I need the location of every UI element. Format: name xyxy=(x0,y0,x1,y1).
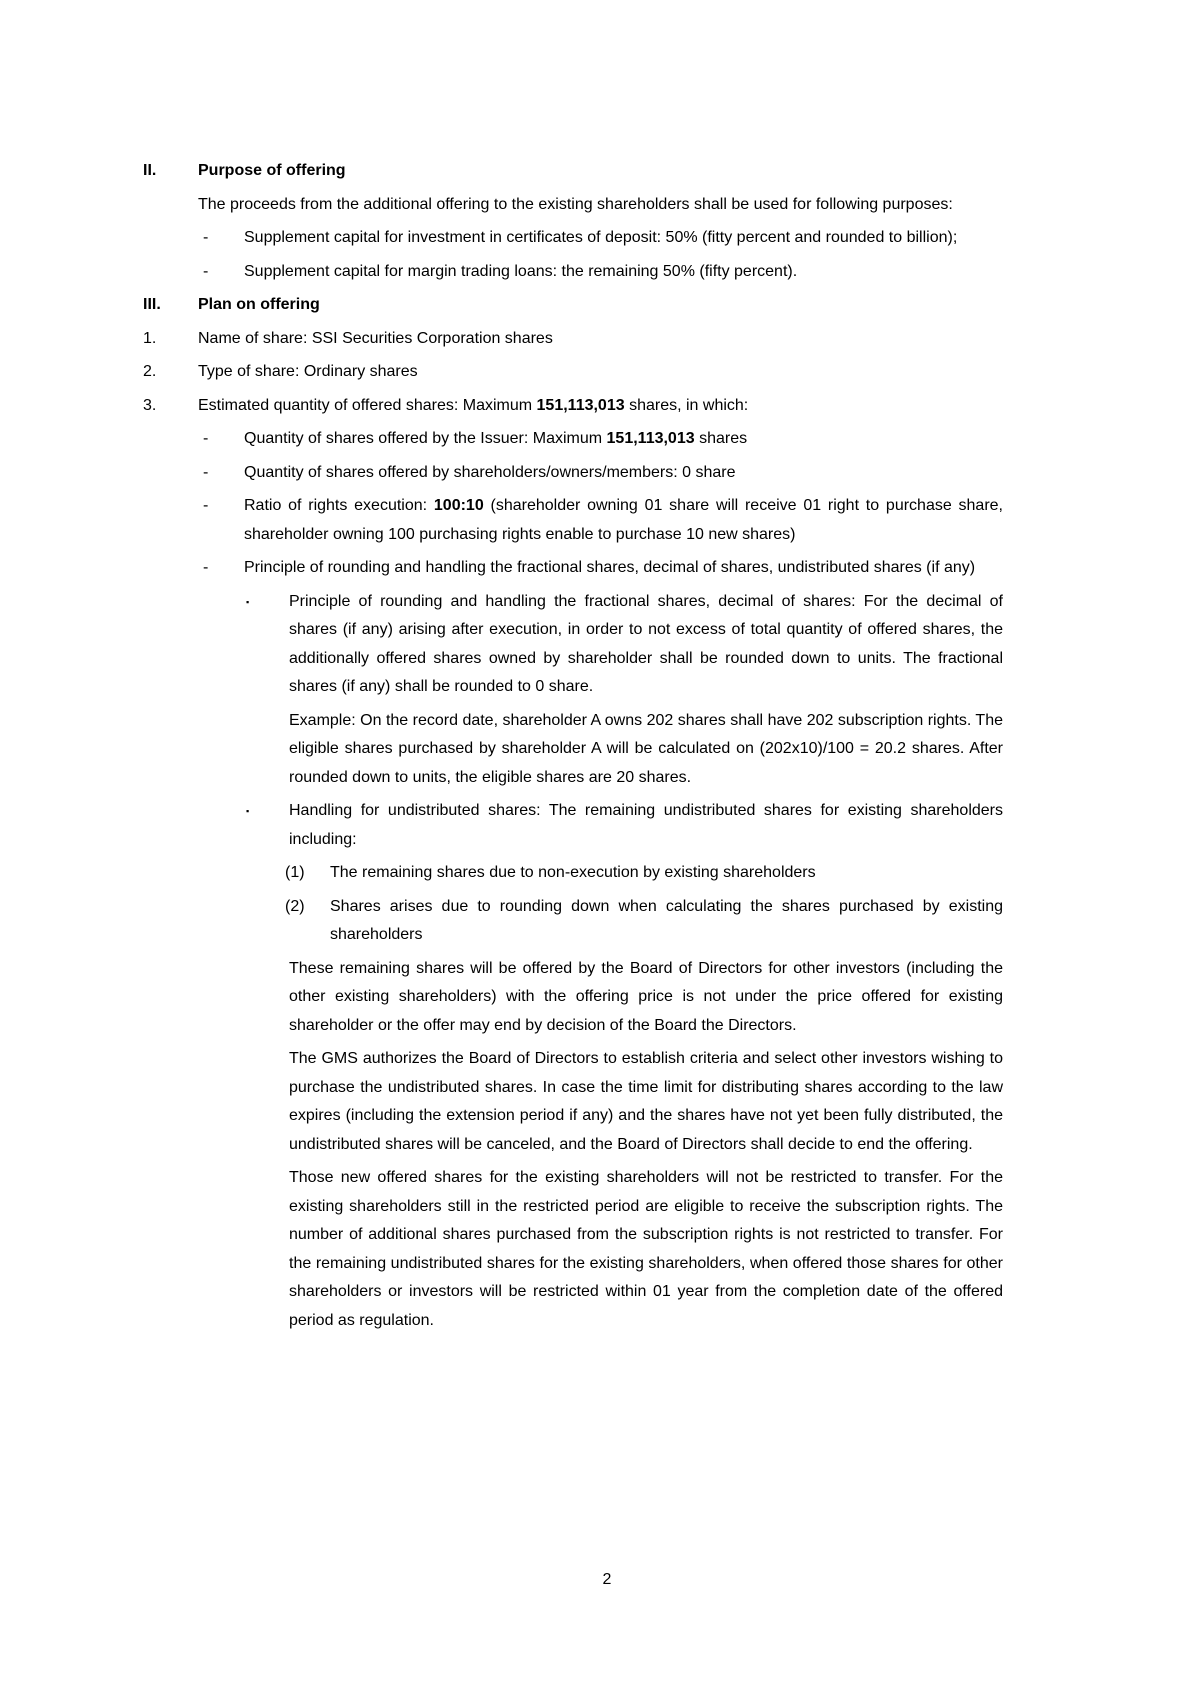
bullet-text xyxy=(244,425,1003,454)
plan-square-2 xyxy=(143,797,1003,854)
plan-dash-3 xyxy=(143,492,1003,549)
item-text-segment: Estimated quantity of offered shares: Maximum xyxy=(198,396,537,414)
dash-bullet: - xyxy=(203,463,209,481)
item-text-bold: 151,113,013 xyxy=(536,396,625,414)
purpose-bullet-1 xyxy=(143,224,1003,253)
plan-dash-4 xyxy=(143,554,1003,583)
bullet-text-bold: 151,113,013 xyxy=(606,430,695,447)
dash-bullet: - xyxy=(203,229,209,246)
item-number: 2. xyxy=(143,363,157,380)
square-bullet: ▪ xyxy=(246,596,250,607)
plan-sub-item-2 xyxy=(143,893,1003,950)
section-ii-title: Purpose of offering xyxy=(198,162,346,179)
dash-bullet: - xyxy=(203,430,209,447)
dash-bullet: - xyxy=(203,262,209,280)
section-iii-title: Plan on offering xyxy=(198,296,320,313)
bullet-text: Supplement capital for investment in certificates of deposit: 50% (fitty percent and rounded to billion); xyxy=(244,229,958,246)
item-text xyxy=(198,392,1003,421)
paragraph-text: These remaining shares will be offered by the Board of Directors for other investors (including the other existing shareholders) with the offering price is not under the price offered for existing shareholder or the offer may end by decision of the Board the Directors. xyxy=(289,959,1003,1034)
item-text-segment: shares, in which: xyxy=(624,396,749,414)
section-iii-number: III. xyxy=(143,296,161,313)
bullet-text: Handling for undistributed shares: The remaining undistributed shares for existing shareholders including: xyxy=(289,802,1003,848)
bullet-text-segment: Quantity of shares offered by the Issuer: Maximum xyxy=(244,430,607,447)
plan-paragraph-2 xyxy=(143,1045,1003,1159)
bullet-text-segment: shares xyxy=(694,430,748,447)
plan-item-3 xyxy=(143,392,1003,421)
section-ii-heading xyxy=(143,157,1003,186)
section-iii-heading xyxy=(143,291,1003,320)
paragraph-text: The GMS authorizes the Board of Directors to establish criteria and select other investors wishing to purchase the undistributed shares. In case the time limit for distributing shares according to the law expires (including the extension period if any) and the shares have not yet been fully distributed, the undistributed shares will be canceled, and the Board of Directors shall decide to end the offering. xyxy=(289,1050,1003,1153)
bullet-text-bold: 100:10 xyxy=(433,497,484,514)
item-number: 1. xyxy=(143,329,157,347)
bullet-text: Supplement capital for margin trading loans: the remaining 50% (fifty percent). xyxy=(244,262,798,280)
page-content xyxy=(143,157,1003,1340)
bullet-text-segment: (shareholder owning 01 share will receive 01 right to purchase share, shareholder owning 100 purchasing rights enable to purchase 10 new shares) xyxy=(244,497,1003,543)
paragraph-text: The proceeds from the additional offering to the existing shareholders shall be used for following purposes: xyxy=(198,195,953,213)
dash-bullet: - xyxy=(203,497,209,514)
paragraph-text: Those new offered shares for the existing shareholders will not be restricted to transfer. For the existing shareholders still in the restricted period are eligible to receive the subscription rights. The number of additional shares purchased from the subscription rights is not restricted to transfer. For the remaining undistributed shares for the existing shareholders, when offered those shares for other shareholders or investors will be restricted within 01 year from the completion date of the offered period as regulation. xyxy=(289,1169,1003,1329)
bullet-text: Quantity of shares offered by shareholders/owners/members: 0 share xyxy=(244,463,736,481)
item-number: 3. xyxy=(143,396,157,414)
plan-example-paragraph xyxy=(143,707,1003,793)
plan-dash-1 xyxy=(143,425,1003,454)
item-number: (1) xyxy=(285,864,305,881)
plan-paragraph-3 xyxy=(143,1164,1003,1335)
item-text: Type of share: Ordinary shares xyxy=(198,363,418,380)
bullet-text xyxy=(244,492,1003,549)
dash-bullet: - xyxy=(203,559,209,576)
paragraph-text: Example: On the record date, shareholder A owns 202 shares shall have 202 subscription rights. The eligible shares purchased by shareholder A will be calculated on (202x10)/100 = 20.2 shares. After rounded down to units, the eligible shares are 20 shares. xyxy=(289,711,1003,786)
plan-square-1 xyxy=(143,588,1003,702)
purpose-intro-paragraph xyxy=(143,191,1003,220)
item-text: Shares arises due to rounding down when calculating the shares purchased by existing shareholders xyxy=(330,897,1003,943)
square-bullet: ▪ xyxy=(246,806,250,816)
plan-item-1 xyxy=(143,325,1003,354)
bullet-text-segment: Ratio of rights execution: xyxy=(244,497,434,514)
page-number: 2 xyxy=(602,1571,612,1588)
plan-dash-2 xyxy=(143,459,1003,488)
plan-sub-item-1 xyxy=(143,859,1003,888)
item-text: The remaining shares due to non-execution by existing shareholders xyxy=(330,864,816,881)
bullet-text: Principle of rounding and handling the fractional shares, decimal of shares, undistributed shares (if any) xyxy=(244,559,976,576)
bullet-text: Principle of rounding and handling the fractional shares, decimal of shares: For the decimal of shares (if any) arising after execution, in order to not excess of total quantity of offered shares, the additionally offered shares owned by shareholder shall be rounded down to units. The fractional shares (if any) shall be rounded to 0 share. xyxy=(289,592,1003,695)
plan-paragraph-1 xyxy=(143,955,1003,1041)
item-text: Name of share: SSI Securities Corporation shares xyxy=(198,329,553,347)
section-ii-number: II. xyxy=(143,162,157,179)
plan-item-2 xyxy=(143,358,1003,387)
purpose-bullet-2 xyxy=(143,258,1003,287)
item-number: (2) xyxy=(285,897,305,915)
